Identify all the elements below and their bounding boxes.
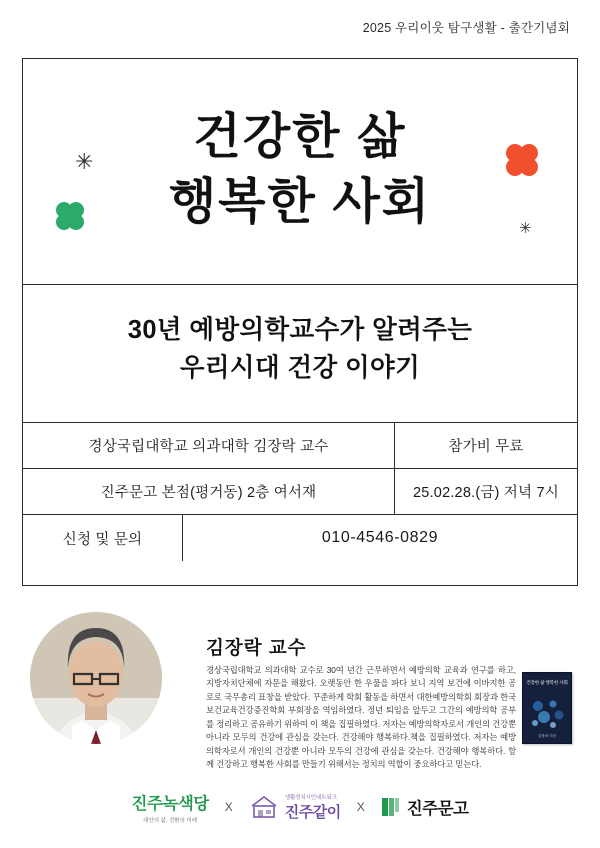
- speaker-photo: [30, 612, 162, 744]
- logo-separator-2: X: [356, 800, 365, 814]
- speaker-name: 김장락 교수: [206, 637, 307, 658]
- contact-phone[interactable]: 010-4546-0829: [321, 529, 439, 546]
- place-cell: 진주문고 본점(평거동) 2층 여서재: [23, 469, 395, 514]
- book-cover-author: 김장락 지음: [537, 734, 557, 738]
- logo-mungo-name: 진주문고: [406, 800, 469, 818]
- headline-line-1: 건강한 삶: [193, 110, 407, 164]
- logo-jinju-green-party[interactable]: [132, 790, 209, 824]
- fee-cell: 참가비 무료: [448, 439, 524, 455]
- datetime-cell: 25.02.28.(금) 저녁 7시: [413, 485, 559, 501]
- info-row-place: [23, 469, 577, 515]
- logo-gachi-name: 진주같이: [284, 803, 341, 821]
- headline-section: [23, 59, 577, 285]
- book-flag-icon: [381, 796, 401, 818]
- event-banner: 2025 우리이웃 탐구생활 - 출간기념회: [362, 21, 570, 35]
- house-icon: [249, 794, 279, 820]
- book-cover-title: 건강한 삶 행복한 사회: [526, 680, 568, 685]
- logo-jinju-mungo[interactable]: [381, 795, 469, 819]
- star-decor-right: ✳: [519, 220, 532, 237]
- portrait-image: [30, 612, 162, 744]
- sponsor-footer: [0, 782, 600, 832]
- logo-green-name: 진주녹색당: [131, 795, 209, 813]
- book-cover-art: [529, 697, 567, 731]
- logo-separator-1: X: [224, 800, 233, 814]
- headline-line-2: 행복한 사회: [168, 174, 432, 229]
- poster-headline: [23, 105, 577, 237]
- main-card: [22, 58, 578, 586]
- logo-jinju-gachi[interactable]: [249, 793, 341, 822]
- subtitle-section: [23, 285, 577, 423]
- info-row-speaker: [23, 423, 577, 469]
- speaker-cell: 경상국립대학교 의과대학 김장락 교수: [23, 423, 395, 468]
- subtitle-line-1: 30년 예방의학교수가 알려주는: [127, 316, 473, 344]
- contact-label: 신청 및 문의: [23, 515, 183, 561]
- speaker-bio: 경상국립대학교 의과대학 교수로 30여 년간 근무하면서 예방의학 교육과 연구를 하고, 지방자치단체에 자문을 해왔다. 오랫동안 한 우물을 파다 보니 지역 보건에 이바지한 공로로 국무총리 표창을 받았다. 꾸준하게 학회 활동을 하면서 대한예방의학회 회장과 한국보건교육건강증진학회 부회장을 역임하였다. 정년 퇴임을 앞두고 그간의 예방의학 공부를 정리하고 공유하기 위하여 이 책을 집필하였다. 저자는 예방의학자로서 개인의 건강뿐 아니라 모두의 건강에 관심을 갖는다. 건강해야 행복하다.책을 집필하였다. 저자는 예방의학자로서 개인의 건강뿐 아니라 모두의 건강에 관심을 갖는다. 건강해야 행복하다. 함께 건강하고 행복한 사회를 만들기 위해서는 정치의 역할이 중요하다고 믿는다.: [206, 665, 516, 770]
- speaker-profile: [30, 612, 570, 770]
- info-row-contact: [23, 515, 577, 561]
- logo-gachi-sub: 생활정치시민네트워크: [284, 794, 337, 801]
- poster-subtitle: [23, 311, 577, 388]
- logo-green-sub: 대안의 삶, 전환의 미래: [143, 818, 198, 824]
- star-decor-left: ✳: [75, 149, 94, 174]
- subtitle-line-2: 우리시대 건강 이야기: [179, 354, 421, 383]
- book-cover: [522, 672, 572, 744]
